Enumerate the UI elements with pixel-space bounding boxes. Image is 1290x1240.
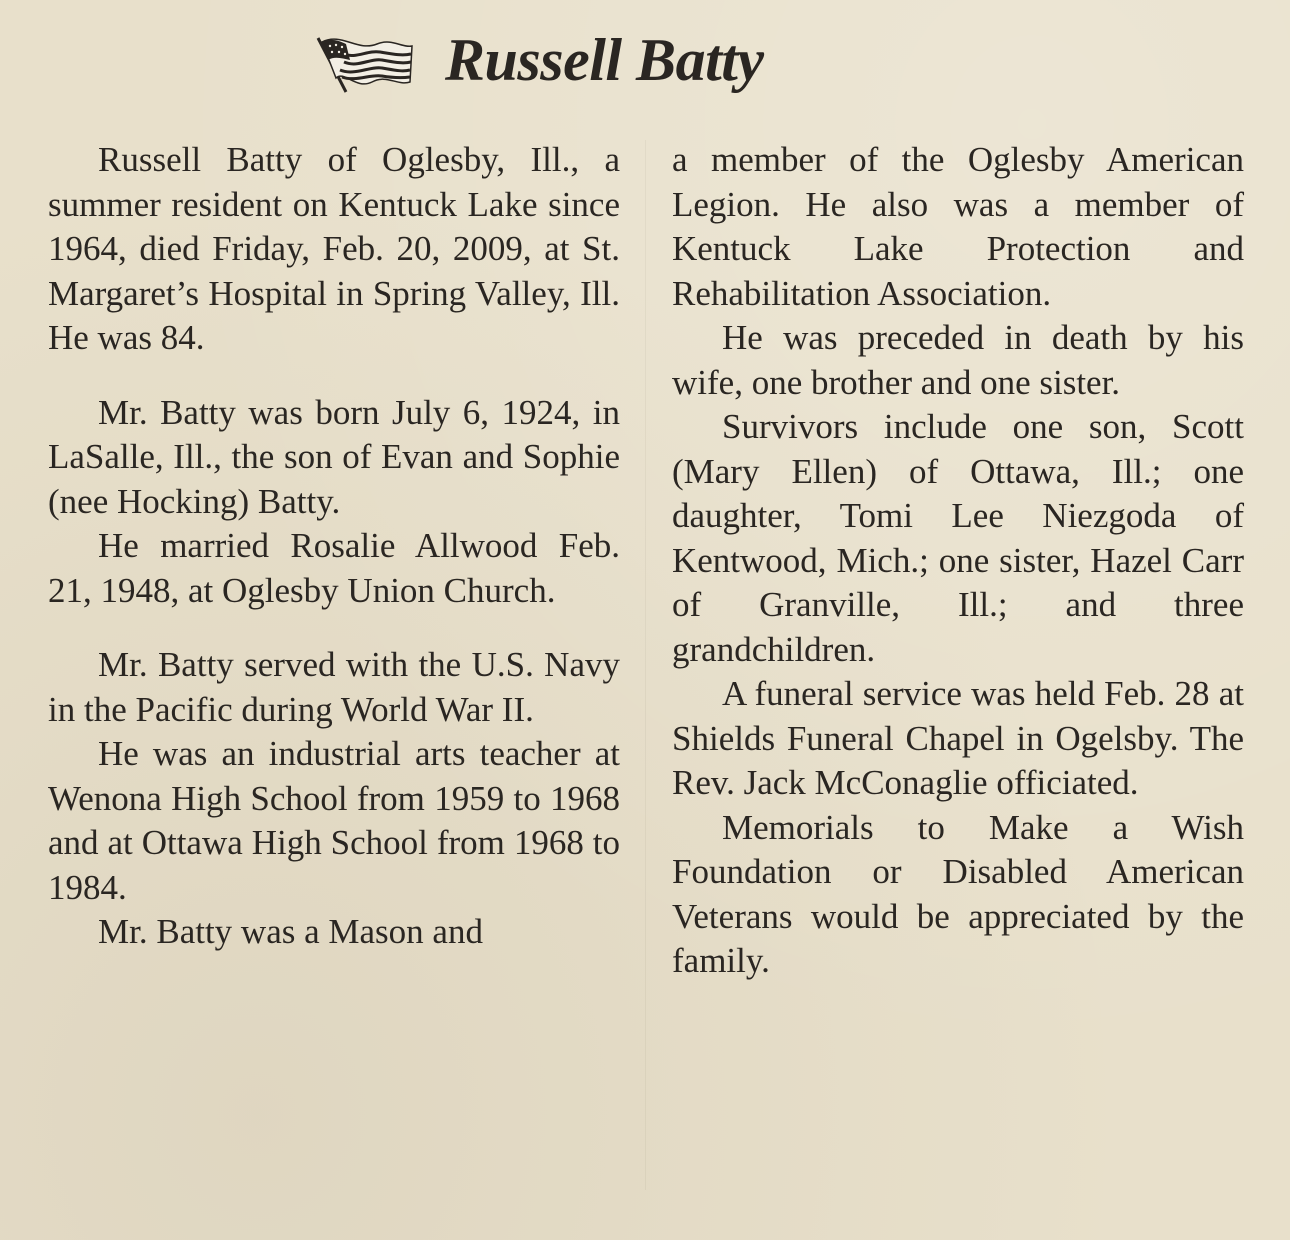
paragraph: He married Rosalie Allwood Feb. 21, 1948, at Oglesby Union Church.: [48, 526, 620, 610]
american-flag-icon: [312, 26, 414, 96]
paragraph: He was preceded in death by his wife, one brother and one sister.: [672, 318, 1244, 402]
paragraph: A funeral service was held Feb. 28 at Shields Funeral Chapel in Ogelsby. The Rev. Jack McConaglie officiated.: [672, 674, 1244, 802]
paragraph: a member of the Oglesby American Legion. He also was a member of Kentuck Lake Protection and Rehabilitation Association.: [672, 140, 1244, 313]
column-divider: [645, 140, 646, 1190]
paragraph: He was an industrial arts teacher at Wenona High School from 1959 to 1968 and at Ottawa High School from 1968 to 1984.: [48, 734, 620, 907]
left-column: [48, 138, 620, 955]
paragraph: Mr. Batty was a Mason and: [98, 912, 483, 951]
paragraph: Survivors include one son, Scott (Mary Ellen) of Ottawa, Ill.; one daughter, Tomi Lee Niezgoda of Kentwood, Mich.; one sister, Hazel Carr of Granville, Ill.; and three grandchildren.: [672, 407, 1244, 669]
obituary-title: Russell Batty: [445, 27, 764, 93]
right-column: [672, 138, 1244, 984]
paragraph: Russell Batty of Oglesby, Ill., a summer resident on Kentuck Lake since 1964, died Friday, Feb. 20, 2009, at St. Margaret’s Hospital in Spring Valley, Ill. He was 84.: [48, 140, 620, 357]
paragraph: Memorials to Make a Wish Foundation or Disabled American Veterans would be appreciated by the family.: [672, 807, 1244, 980]
paragraph: Mr. Batty was born July 6, 1924, in LaSalle, Ill., the son of Evan and Sophie (nee Hocking) Batty.: [48, 392, 620, 521]
paragraph: Mr. Batty served with the U.S. Navy in the Pacific during World War II.: [48, 645, 620, 729]
obituary-header: [0, 18, 1290, 108]
